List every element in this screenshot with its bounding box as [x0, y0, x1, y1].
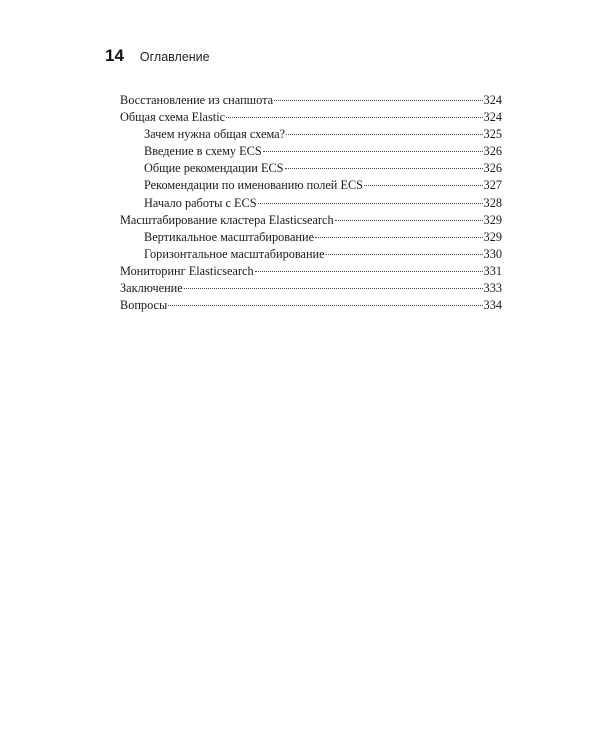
table-of-contents — [120, 92, 502, 314]
toc-entry-title: Вертикальное масштабирование — [144, 229, 315, 244]
toc-entry-title: Восстановление из снапшота — [120, 93, 274, 107]
toc-entry-page: 324 — [483, 110, 502, 125]
toc-entry-page: 330 — [483, 246, 502, 261]
toc-entry[interactable] — [120, 297, 502, 314]
toc-entry-page: 326 — [483, 144, 502, 159]
toc-entry-title: Мониторинг Elasticsearch — [120, 263, 254, 278]
dot-leader — [285, 168, 483, 169]
toc-entry-page: 334 — [483, 298, 502, 313]
toc-entry-title: Начало работы с ECS — [144, 195, 257, 210]
dot-leader — [226, 117, 482, 118]
dot-leader — [274, 100, 482, 101]
toc-entry[interactable] — [120, 109, 502, 126]
toc-entry-page: 328 — [483, 195, 502, 210]
dot-leader — [364, 185, 483, 186]
toc-entry-page: 333 — [483, 281, 502, 296]
toc-entry-page: 329 — [483, 212, 502, 227]
toc-entry[interactable] — [120, 280, 502, 297]
toc-entry-page: 327 — [483, 178, 502, 193]
toc-entry[interactable] — [120, 246, 502, 263]
toc-entry-title: Масштабирование кластера Elasticsearch — [120, 212, 334, 227]
dot-leader — [255, 271, 483, 272]
dot-leader — [168, 305, 482, 306]
dot-leader — [263, 151, 483, 152]
toc-entry-title: Общие рекомендации ECS — [144, 161, 284, 176]
toc-entry[interactable] — [120, 212, 502, 229]
toc-entry[interactable] — [120, 177, 502, 194]
dot-leader — [286, 134, 482, 135]
dot-leader — [335, 220, 483, 221]
dot-leader — [258, 203, 483, 204]
toc-entry-title: Рекомендации по именованию полей ECS — [144, 178, 363, 193]
toc-entry-title: Введение в схему ECS — [144, 144, 262, 159]
toc-entry[interactable] — [120, 195, 502, 212]
toc-entry-page: 325 — [483, 127, 502, 142]
toc-entry-page: 331 — [483, 263, 502, 278]
running-title: Оглавление — [139, 50, 210, 64]
toc-entry[interactable] — [120, 143, 502, 160]
dot-leader — [315, 237, 483, 238]
page-header — [105, 46, 210, 66]
toc-entry-page: 324 — [483, 93, 502, 107]
dot-leader — [326, 254, 483, 255]
toc-entry[interactable] — [120, 263, 502, 280]
toc-entry-title: Зачем нужна общая схема? — [144, 127, 286, 142]
toc-entry[interactable] — [120, 160, 502, 177]
toc-entry[interactable] — [120, 229, 502, 246]
dot-leader — [184, 288, 483, 289]
toc-entry[interactable] — [120, 126, 502, 143]
toc-entry-page: 326 — [483, 161, 502, 176]
toc-entry-title: Заключение — [120, 281, 183, 296]
toc-entry[interactable] — [120, 92, 502, 109]
toc-entry-title: Общая схема Elastic — [120, 110, 226, 125]
toc-entry-page: 329 — [483, 229, 502, 244]
page-number: 14 — [105, 46, 124, 65]
toc-entry-title: Горизонтальное масштабирование — [144, 246, 325, 261]
toc-entry-title: Вопросы — [120, 298, 168, 313]
